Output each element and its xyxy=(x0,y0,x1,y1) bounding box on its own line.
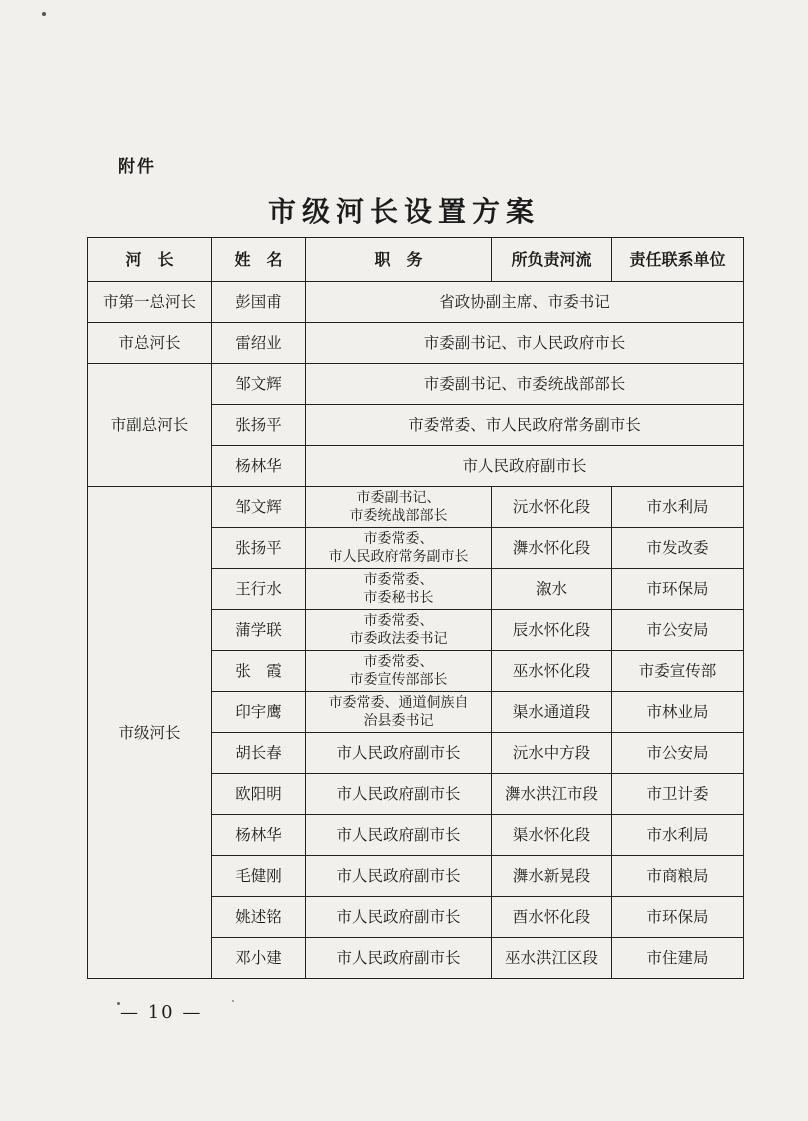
name-cell: 王行水 xyxy=(212,569,306,610)
name-cell: 邹文辉 xyxy=(212,487,306,528)
unit-cell: 市林业局 xyxy=(612,692,744,733)
river-cell: 渠水怀化段 xyxy=(492,815,612,856)
river-cell: 沅水中方段 xyxy=(492,733,612,774)
river-cell: 渠水通道段 xyxy=(492,692,612,733)
unit-cell: 市水利局 xyxy=(612,815,744,856)
table-header-row xyxy=(88,238,744,282)
duty-line: 市委常委、 xyxy=(363,613,434,629)
header-duty: 职 务 xyxy=(306,238,492,282)
duty-cell xyxy=(306,610,492,651)
river-cell: 沅水怀化段 xyxy=(492,487,612,528)
name-cell: 杨林华 xyxy=(212,815,306,856)
duty-line: 市委副书记、 xyxy=(356,490,441,506)
duty-line: 市委政法委书记 xyxy=(349,631,448,647)
duty-cell xyxy=(306,569,492,610)
name-cell: 姚述铭 xyxy=(212,897,306,938)
header-unit: 责任联系单位 xyxy=(612,238,744,282)
role-cell: 市副总河长 xyxy=(88,364,212,487)
unit-cell: 市住建局 xyxy=(612,938,744,979)
unit-cell: 市商粮局 xyxy=(612,856,744,897)
duty-cell xyxy=(306,774,492,815)
duty-line: 市委常委、 xyxy=(363,654,434,670)
duty-cell: 市委常委、市人民政府常务副市长 xyxy=(306,405,744,446)
duty-cell xyxy=(306,938,492,979)
name-cell: 彭国甫 xyxy=(212,282,306,323)
table-row xyxy=(88,282,744,323)
unit-cell: 市公安局 xyxy=(612,610,744,651)
header-name: 姓 名 xyxy=(212,238,306,282)
table-row xyxy=(88,364,744,405)
duty-line: 市人民政府副市长 xyxy=(336,949,461,967)
page-title: 市级河长设置方案 xyxy=(267,195,540,228)
duty-line: 治县委书记 xyxy=(363,713,434,729)
name-cell: 邹文辉 xyxy=(212,364,306,405)
duty-line: 市委常委、通道侗族自 xyxy=(328,695,469,711)
river-cell: 酉水怀化段 xyxy=(492,897,612,938)
name-cell: 毛健刚 xyxy=(212,856,306,897)
duty-line: 市人民政府副市长 xyxy=(336,744,461,762)
name-cell: 雷绍业 xyxy=(212,323,306,364)
header-river: 所负责河流 xyxy=(492,238,612,282)
name-cell: 张扬平 xyxy=(212,528,306,569)
duty-line: 市委宣传部部长 xyxy=(349,672,448,688)
duty-cell xyxy=(306,856,492,897)
duty-line: 市委秘书长 xyxy=(363,590,434,606)
name-cell: 邓小建 xyxy=(212,938,306,979)
duty-line: 市人民政府副市长 xyxy=(336,908,461,926)
river-cell: 巫水洪江区段 xyxy=(492,938,612,979)
duty-cell xyxy=(306,692,492,733)
role-cell: 市总河长 xyxy=(88,323,212,364)
unit-cell: 市水利局 xyxy=(612,487,744,528)
duty-line: 市委常委、 xyxy=(363,531,434,547)
table-row xyxy=(88,323,744,364)
duty-line: 市人民政府副市长 xyxy=(336,826,461,844)
river-cell: 㵲水怀化段 xyxy=(492,528,612,569)
city-chief-rows xyxy=(88,487,744,979)
name-cell: 张扬平 xyxy=(212,405,306,446)
duty-cell xyxy=(306,487,492,528)
river-cell: 辰水怀化段 xyxy=(492,610,612,651)
duty-line: 市人民政府副市长 xyxy=(336,785,461,803)
page-number: — 10 — xyxy=(120,1002,203,1023)
name-cell: 蒲学联 xyxy=(212,610,306,651)
river-chief-table xyxy=(87,237,744,979)
duty-cell: 市委副书记、市委统战部部长 xyxy=(306,364,744,405)
unit-cell: 市委宣传部 xyxy=(612,651,744,692)
duty-cell xyxy=(306,733,492,774)
table-row xyxy=(88,487,744,528)
duty-cell: 市委副书记、市人民政府市长 xyxy=(306,323,744,364)
unit-cell: 市公安局 xyxy=(612,733,744,774)
duty-cell xyxy=(306,528,492,569)
duty-line: 市委常委、 xyxy=(363,572,434,588)
unit-cell: 市环保局 xyxy=(612,569,744,610)
name-cell: 张 霞 xyxy=(212,651,306,692)
river-cell: 溆水 xyxy=(492,569,612,610)
duty-line: 市人民政府副市长 xyxy=(336,867,461,885)
name-cell: 印宇鹰 xyxy=(212,692,306,733)
attachment-label: 附件 xyxy=(118,157,156,177)
role-cell: 市级河长 xyxy=(88,487,212,979)
unit-cell: 市卫计委 xyxy=(612,774,744,815)
name-cell: 欧阳明 xyxy=(212,774,306,815)
duty-cell xyxy=(306,651,492,692)
river-cell: 巫水怀化段 xyxy=(492,651,612,692)
unit-cell: 市环保局 xyxy=(612,897,744,938)
name-cell: 杨林华 xyxy=(212,446,306,487)
duty-cell xyxy=(306,897,492,938)
scan-dot xyxy=(232,1000,234,1002)
duty-cell: 省政协副主席、市委书记 xyxy=(306,282,744,323)
duty-cell: 市人民政府副市长 xyxy=(306,446,744,487)
unit-cell: 市发改委 xyxy=(612,528,744,569)
header-role: 河 长 xyxy=(88,238,212,282)
role-cell: 市第一总河长 xyxy=(88,282,212,323)
scan-dot xyxy=(42,12,46,16)
river-cell: 㵲水新晃段 xyxy=(492,856,612,897)
name-cell: 胡长春 xyxy=(212,733,306,774)
duty-line: 市人民政府常务副市长 xyxy=(328,549,469,565)
river-cell: 㵲水洪江市段 xyxy=(492,774,612,815)
duty-line: 市委统战部部长 xyxy=(349,508,448,524)
duty-cell xyxy=(306,815,492,856)
